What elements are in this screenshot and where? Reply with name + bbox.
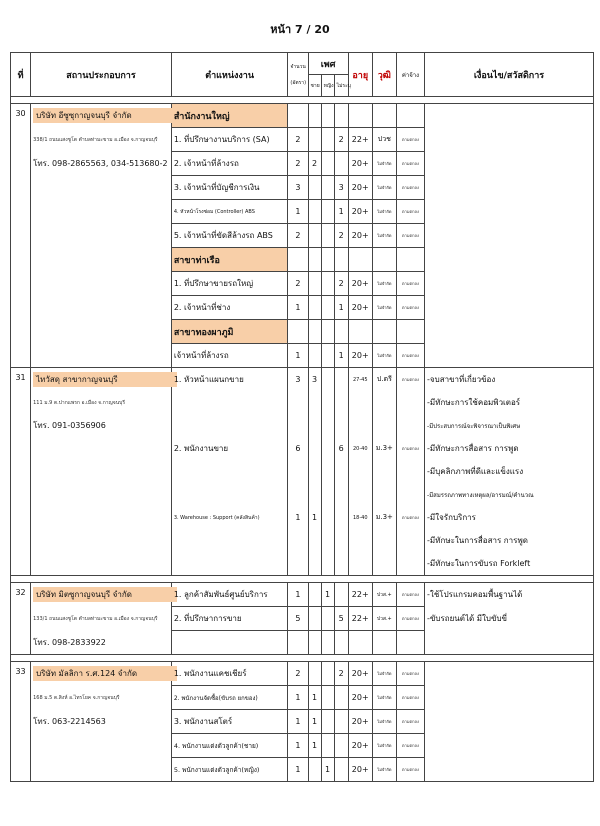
female-value <box>321 128 334 152</box>
condition-item: -มีประสบการณ์จะพิจารณาเป็นพิเศษ <box>425 414 594 437</box>
edu-value: ไม่จำกัด <box>372 344 396 368</box>
condition-item: -มีทักษะในการขับรถ Forkleft <box>425 552 594 576</box>
header-male: ชาย <box>308 75 321 97</box>
age-value: 20+ <box>348 152 372 176</box>
male-value <box>308 583 321 607</box>
edu-value: ปวช <box>372 128 396 152</box>
age-value: 20+ <box>348 686 372 710</box>
company-phone: โทร. 063-2214563 <box>31 710 172 734</box>
edu-value: ไม่จำกัด <box>372 662 396 686</box>
female-value: 1 <box>321 758 334 782</box>
count-value: 1 <box>288 686 308 710</box>
male-value <box>308 176 321 200</box>
female-value <box>321 176 334 200</box>
table-row <box>11 437 594 460</box>
position-name: 3. พนักงานสโตร์ <box>171 710 288 734</box>
edu-value: ไม่จำกัด <box>372 758 396 782</box>
position-name: 1. ลูกค้าสัมพันธ์ศูนย์บริการ <box>171 583 288 607</box>
position-name: 4. พนักงานแต่งตัวลูกค้า(ชาย) <box>171 734 288 758</box>
any-value: 2 <box>334 272 348 296</box>
male-value <box>308 224 321 248</box>
count-value: 1 <box>288 200 308 224</box>
condition-item: -มีใจรักบริการ <box>425 506 594 529</box>
female-value <box>321 437 334 460</box>
any-value <box>334 686 348 710</box>
condition-item: -มีสมรรถภาพทางเหตุผล/อารมณ์/คำนวณ <box>425 483 594 506</box>
table-row <box>11 552 594 576</box>
company-address: 338/1 ถนนแสงชูโต ตำบลท่ามะขาม อ.เมือง จ.กาญจนบุรี <box>31 128 172 152</box>
count-value: 3 <box>288 368 308 392</box>
count-value: 1 <box>288 758 308 782</box>
row-gap <box>11 655 594 662</box>
wage-value: ตามตกลง <box>396 128 424 152</box>
count-value: 1 <box>288 583 308 607</box>
condition-item: -มีบุคลิกภาพที่ดีและแข็งแรง <box>425 460 594 483</box>
condition-item: -ใช้โปรแกรมคอมพื้นฐานได้ <box>425 583 594 607</box>
age-value: 27-45 <box>348 368 372 392</box>
any-value: 1 <box>334 296 348 320</box>
male-value <box>308 296 321 320</box>
age-value: 20+ <box>348 344 372 368</box>
count-value: 2 <box>288 152 308 176</box>
female-value <box>321 272 334 296</box>
position-name: 2. ที่ปรึกษาการขาย <box>171 607 288 631</box>
company-phone: โทร. 098-2833922 <box>31 631 172 655</box>
company-phone: โทร. 091-0356906 <box>31 414 172 437</box>
table-row <box>11 662 594 686</box>
position-name: 2. พนักงานขาย <box>171 437 288 460</box>
edu-value: ไม่จำกัด <box>372 734 396 758</box>
age-value: 20+ <box>348 272 372 296</box>
female-value <box>321 152 334 176</box>
position-name: 3. Warehouse : Support (คลังสินค้า) <box>171 506 288 529</box>
position-name: 2. พนักงานจัดซื้อ(ขับรถ ยกของ) <box>171 686 288 710</box>
table-row <box>11 368 594 392</box>
edu-value: ป.ตรี <box>372 368 396 392</box>
wage-value: ตามตกลง <box>396 344 424 368</box>
age-value: 20+ <box>348 176 372 200</box>
page-number: หน้า 7 / 20 <box>270 23 330 36</box>
female-value <box>321 686 334 710</box>
female-value <box>321 662 334 686</box>
male-value <box>308 272 321 296</box>
any-value: 1 <box>334 344 348 368</box>
female-value <box>321 344 334 368</box>
male-value <box>308 344 321 368</box>
edu-value: ปวส.+ <box>372 583 396 607</box>
header-no: ที่ <box>11 53 31 97</box>
header-female: หญิง <box>321 75 334 97</box>
position-name: 1. หัวหน้าแผนกขาย <box>171 368 288 392</box>
male-value <box>308 662 321 686</box>
female-value: 1 <box>321 583 334 607</box>
wage-value: ตามตกลง <box>396 686 424 710</box>
male-value: 3 <box>308 368 321 392</box>
edu-value: ม.3+ <box>372 506 396 529</box>
header-edu: วุฒิ <box>372 53 396 97</box>
section-heading: สำนักงานใหญ่ <box>171 104 288 128</box>
position-name: 1. ที่ปรึกษางานบริการ (SA) <box>171 128 288 152</box>
row-gap <box>11 576 594 583</box>
wage-value: ตามตกลง <box>396 224 424 248</box>
count-value: 1 <box>288 296 308 320</box>
female-value <box>321 710 334 734</box>
male-value <box>308 607 321 631</box>
position-name: 5. เจ้าหน้าที่ขัดสีล้างรถ ABS <box>171 224 288 248</box>
age-value: 20+ <box>348 758 372 782</box>
condition-item: -มีทักษะการใช้คอมพิวเตอร์ <box>425 391 594 414</box>
header-any: ไม่ระบุ <box>334 75 348 97</box>
male-value <box>308 437 321 460</box>
wage-value: ตามตกลง <box>396 200 424 224</box>
any-value <box>334 734 348 758</box>
position-name: 1. ที่ปรึกษาขายรถใหญ่ <box>171 272 288 296</box>
age-value: 20+ <box>348 296 372 320</box>
table-row <box>11 460 594 483</box>
male-value: 1 <box>308 734 321 758</box>
any-value <box>334 583 348 607</box>
age-value: 20+ <box>348 224 372 248</box>
table-row <box>11 483 594 506</box>
condition-item: -ขับรถยนต์ได้ มีใบขับขี่ <box>425 607 594 631</box>
position-name: เจ้าหน้าที่ล้างรถ <box>171 344 288 368</box>
position-name: 2. เจ้าหน้าที่ช่าง <box>171 296 288 320</box>
female-value <box>321 506 334 529</box>
row-gap <box>11 97 594 104</box>
section-heading: สาขาท่าเรือ <box>171 248 288 272</box>
header-sex: เพศ <box>308 53 348 75</box>
table-row <box>11 104 594 128</box>
any-value <box>334 368 348 392</box>
table-row <box>11 391 594 414</box>
position-name: 1. พนักงานแคชเชียร์ <box>171 662 288 686</box>
header-conditions: เงื่อนไข/สวัสดิการ <box>425 53 594 97</box>
any-value: 2 <box>334 662 348 686</box>
edu-value: ไม่จำกัด <box>372 224 396 248</box>
edu-value: ม.3+ <box>372 437 396 460</box>
female-value <box>321 224 334 248</box>
male-value: 1 <box>308 686 321 710</box>
age-value: 20+ <box>348 662 372 686</box>
edu-value: ไม่จำกัด <box>372 272 396 296</box>
count-value: 2 <box>288 662 308 686</box>
female-value <box>321 200 334 224</box>
position-name: 5. พนักงานแต่งตัวลูกค้า(หญิง) <box>171 758 288 782</box>
any-value: 5 <box>334 607 348 631</box>
any-value <box>334 152 348 176</box>
count-value: 1 <box>288 734 308 758</box>
age-value: 22+ <box>348 607 372 631</box>
any-value <box>334 710 348 734</box>
male-value <box>308 128 321 152</box>
wage-value: ตามตกลง <box>396 662 424 686</box>
any-value: 3 <box>334 176 348 200</box>
edu-value: ไม่จำกัด <box>372 686 396 710</box>
position-name: 4. หัวหน้าโรงซ่อม (Controller) ABS <box>171 200 288 224</box>
wage-value: ตามตกลง <box>396 437 424 460</box>
company-name: บริษัท อีซูซุกาญจนบุรี จำกัด <box>31 104 172 128</box>
header-position: ตำแหน่งงาน <box>171 53 288 97</box>
wage-value: ตามตกลง <box>396 506 424 529</box>
section-heading: สาขาทองผาภูมิ <box>171 320 288 344</box>
count-value: 1 <box>288 506 308 529</box>
any-value <box>334 506 348 529</box>
company-number: 31 <box>11 368 31 576</box>
company-name: บริษัท มิตซูกาญจนบุรี จำกัด <box>31 583 172 607</box>
company-name: บริษัท มัลลิกา ร.ศ.124 จำกัด <box>31 662 172 686</box>
wage-value: ตามตกลง <box>396 152 424 176</box>
header-company: สถานประกอบการ <box>31 53 172 97</box>
edu-value: ไม่จำกัด <box>372 296 396 320</box>
header-count: จำนวน (อัตรา) <box>288 53 308 97</box>
header-age: อายุ <box>348 53 372 97</box>
female-value <box>321 368 334 392</box>
count-value: 1 <box>288 344 308 368</box>
edu-value: ไม่จำกัด <box>372 152 396 176</box>
wage-value: ตามตกลง <box>396 607 424 631</box>
count-value: 5 <box>288 607 308 631</box>
table-row <box>11 414 594 437</box>
edu-value: ไม่จำกัด <box>372 710 396 734</box>
female-value <box>321 607 334 631</box>
table-row <box>11 607 594 631</box>
company-number: 33 <box>11 662 31 782</box>
any-value: 1 <box>334 200 348 224</box>
job-listing-table <box>10 52 594 782</box>
count-value: 2 <box>288 272 308 296</box>
conditions-cell <box>425 662 594 782</box>
edu-value: ปวส.+ <box>372 607 396 631</box>
wage-value: ตามตกลง <box>396 296 424 320</box>
edu-value: ไม่จำกัด <box>372 200 396 224</box>
table-row <box>11 583 594 607</box>
count-value: 6 <box>288 437 308 460</box>
count-value: 2 <box>288 224 308 248</box>
wage-value: ตามตกลง <box>396 583 424 607</box>
any-value: 6 <box>334 437 348 460</box>
condition-item: -จบสาขาที่เกี่ยวข้อง <box>425 368 594 392</box>
condition-item: -มีทักษะการสื่อสาร การพูด <box>425 437 594 460</box>
count-value: 3 <box>288 176 308 200</box>
wage-value: ตามตกลง <box>396 758 424 782</box>
wage-value: ตามตกลง <box>396 368 424 392</box>
male-value <box>308 758 321 782</box>
table-row <box>11 529 594 552</box>
age-value: 20+ <box>348 734 372 758</box>
any-value: 2 <box>334 128 348 152</box>
condition-item: -มีทักษะในการสื่อสาร การพูด <box>425 529 594 552</box>
female-value <box>321 296 334 320</box>
company-number: 30 <box>11 104 31 368</box>
company-address: 111 ม.9 ต.ปากแพรก อ.เมือง จ.กาญจนบุรี <box>31 391 172 414</box>
age-value: 20+ <box>348 710 372 734</box>
table-row <box>11 506 594 529</box>
table-header <box>11 53 594 97</box>
wage-value: ตามตกลง <box>396 734 424 758</box>
table-row <box>11 631 594 655</box>
male-value <box>308 200 321 224</box>
female-value <box>321 734 334 758</box>
company-address: 133/1 ถนนแสงชูโต ตำบลท่ามะขาม อ.เมือง จ.กาญจนบุรี <box>31 607 172 631</box>
any-value: 2 <box>334 224 348 248</box>
age-value: 18-40 <box>348 506 372 529</box>
wage-value: ตามตกลง <box>396 272 424 296</box>
conditions-cell <box>425 104 594 368</box>
position-name: 3. เจ้าหน้าที่บัญชีการเงิน <box>171 176 288 200</box>
header-wage: ค่าจ้าง <box>396 53 424 97</box>
company-address: 168 ม.5 ต.สิงห์ อ.ไทรโยค จ.กาญจนบุรี <box>31 686 172 710</box>
edu-value: ไม่จำกัด <box>372 176 396 200</box>
wage-value: ตามตกลง <box>396 710 424 734</box>
count-value: 2 <box>288 128 308 152</box>
company-name: ไทวัสดุ สาขากาญจนบุรี <box>31 368 172 392</box>
company-phone: โทร. 098-2865563, 034-513680-2 <box>31 152 172 176</box>
age-value: 22+ <box>348 583 372 607</box>
company-number: 32 <box>11 583 31 655</box>
any-value <box>334 758 348 782</box>
position-name: 2. เจ้าหน้าที่ล้างรถ <box>171 152 288 176</box>
age-value: 22+ <box>348 128 372 152</box>
wage-value: ตามตกลง <box>396 176 424 200</box>
male-value: 1 <box>308 710 321 734</box>
age-value: 20-40 <box>348 437 372 460</box>
count-value: 1 <box>288 710 308 734</box>
male-value: 2 <box>308 152 321 176</box>
age-value: 20+ <box>348 200 372 224</box>
male-value: 1 <box>308 506 321 529</box>
